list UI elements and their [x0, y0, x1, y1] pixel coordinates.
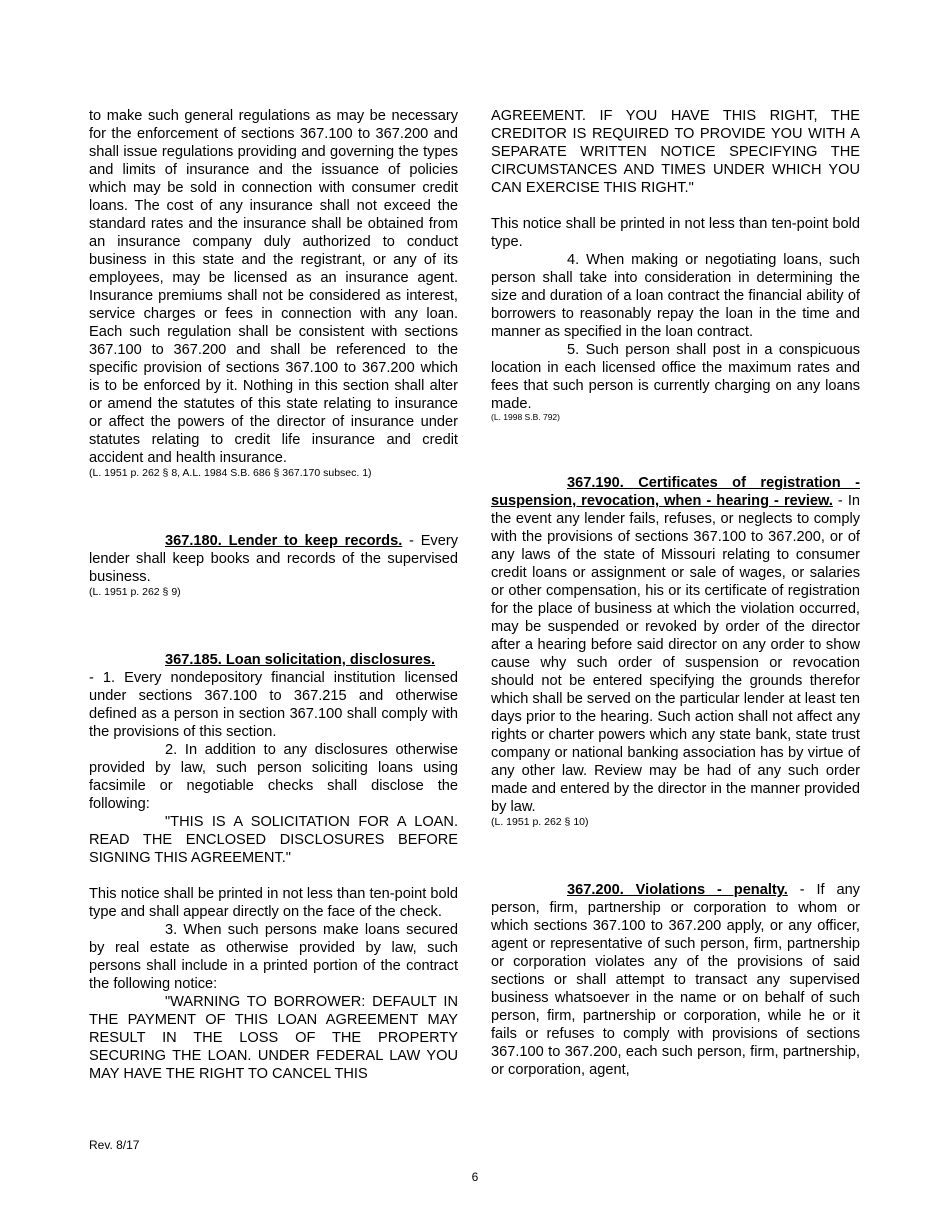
- notice-text: AGREEMENT. IF YOU HAVE THIS RIGHT, THE CREDITOR IS REQUIRED TO PROVIDE YOU WITH A SEPARATE WRITTEN NOTICE SPECIFYING THE CIRCUMSTANCES AND TIMES UNDER WHICH YOU CAN EXERCISE THIS RIGHT.": [491, 108, 860, 196]
- paragraph: - 1. Every nondepository financial institution licensed under sections 367.100 to 367.215 and otherwise defined as a person in section 367.100 shall comply with the provisions of this section.: [89, 670, 458, 740]
- paragraph: This notice shall be printed in not less than ten-point bold type and shall appear directly on the face of the check.: [89, 886, 458, 920]
- section-367-185-heading-line: [89, 651, 458, 669]
- paragraph: 5. Such person shall post in a conspicuous location in each licensed office the maximum rates and fees that such person is currently charging on any loans made.: [491, 342, 860, 412]
- paragraph: 3. When such persons make loans secured by real estate as otherwise provided by law, such persons shall include in a printed portion of the contract the following notice:: [89, 922, 458, 992]
- paragraph: 4. When making or negotiating loans, such person shall take into consideration in determining the size and duration of a loan contract the financial ability of borrowers to reasonably repay the loan in the time and manner as specified in the loan contract.: [491, 252, 860, 340]
- citation: (L. 1951 p. 262 § 9): [89, 586, 181, 598]
- citation: (L. 1951 p. 262 § 8, A.L. 1984 S.B. 686 § 367.170 subsec. 1): [89, 467, 372, 479]
- section-heading: 367.185. Loan solicitation, disclosures.: [165, 652, 436, 668]
- page-number: 6: [471, 1170, 479, 1184]
- paragraph: This notice shall be printed in not less than ten-point bold type.: [491, 216, 860, 250]
- section-heading: 367.200. Violations - penalty.: [567, 882, 788, 898]
- section-367-190: [491, 474, 860, 816]
- left-column: [89, 107, 458, 1083]
- right-column: [491, 107, 860, 1079]
- citation: (L. 1951 p. 262 § 10): [491, 816, 589, 828]
- section-heading: 367.180. Lender to keep records.: [165, 533, 403, 549]
- notice-text: "THIS IS A SOLICITATION FOR A LOAN. READ THE ENCLOSED DISCLOSURES BEFORE SIGNING THIS AGREEMENT.": [89, 814, 458, 866]
- continued-paragraph: to make such general regulations as may be necessary for the enforcement of sections 367.100 to 367.200 and shall issue regulations providing and governing the types and limits of insurance and the issuance of policies which may be sold in connection with consumer credit loans. The cost of any insurance shall not exceed the standard rates and the insurance shall be obtained from an insurance company duly authorized to conduct business in this state and the registrant, or any of its employees, may be licensed as an insurance agent. Insurance premiums shall not be considered as interest, service charges or fees in connection with any loan. Each such regulation shall be consistent with sections 367.100 to 367.200 and shall be referenced to the specific provision of sections 367.100 to 367.200 which is to be enforced by it. Nothing in this section shall alter or amend the statutes of this state relating to insurance or affect the powers of the director of insurance under statutes relating to credit life insurance and credit accident and health insurance.: [89, 108, 458, 466]
- paragraph: 2. In addition to any disclosures otherwise provided by law, such person soliciting loans using facsimile or negotiable checks shall disclose the following:: [89, 742, 458, 812]
- revision-label: Rev. 8/17: [89, 1138, 140, 1152]
- section-text: - In the event any lender fails, refuses, or neglects to comply with the provisions of sections 367.100 to 367.200, or of any laws of the state of Missouri relating to consumer credit loans or assignment or sale of wages, or salaries or other compensation, his or its certificate of registration for the place of business at which the violation occurred, may be suspended or revoked by order of the director after a hearing before said director on any order to show cause why such order of suspension or revocation should not be entered specifying the grounds therefor which shall be served on the particular lender at least ten days prior to the hearing. Such action shall not affect any rights or charter powers which any state bank, state trust company or national banking association has by virtue of any other law. Review may be had of any such order made and entered by the director in the manner provided by law.: [491, 493, 860, 815]
- citation: (L. 1998 S.B. 792): [491, 412, 560, 422]
- section-text: - If any person, firm, partnership or corporation to whom or which sections 367.100 to 367.200 apply, or any officer, agent or representative of such person, firm, partnership or corporation violates any of the provisions of said sections or shall attempt to transact any supervised business whatsoever in the name or on behalf of such person, firm, partnership or corporation, while he or it fails or refuses to comply with provisions of sections 367.100 to 367.200, each such person, firm, partnership, or corporation, agent,: [491, 882, 860, 1078]
- section-367-200: [491, 881, 860, 1079]
- section-heading: 367.190. Certificates of registration - suspension, revocation, when - hearing - review.: [491, 475, 860, 509]
- section-367-180: [89, 532, 458, 586]
- notice-text: "WARNING TO BORROWER: DEFAULT IN THE PAYMENT OF THIS LOAN AGREEMENT MAY RESULT IN THE LOSS OF THE PROPERTY SECURING THE LOAN. UNDER FEDERAL LAW YOU MAY HAVE THE RIGHT TO CANCEL THIS: [89, 994, 458, 1082]
- section-text: - Every lender shall keep books and records of the supervised business.: [89, 533, 458, 585]
